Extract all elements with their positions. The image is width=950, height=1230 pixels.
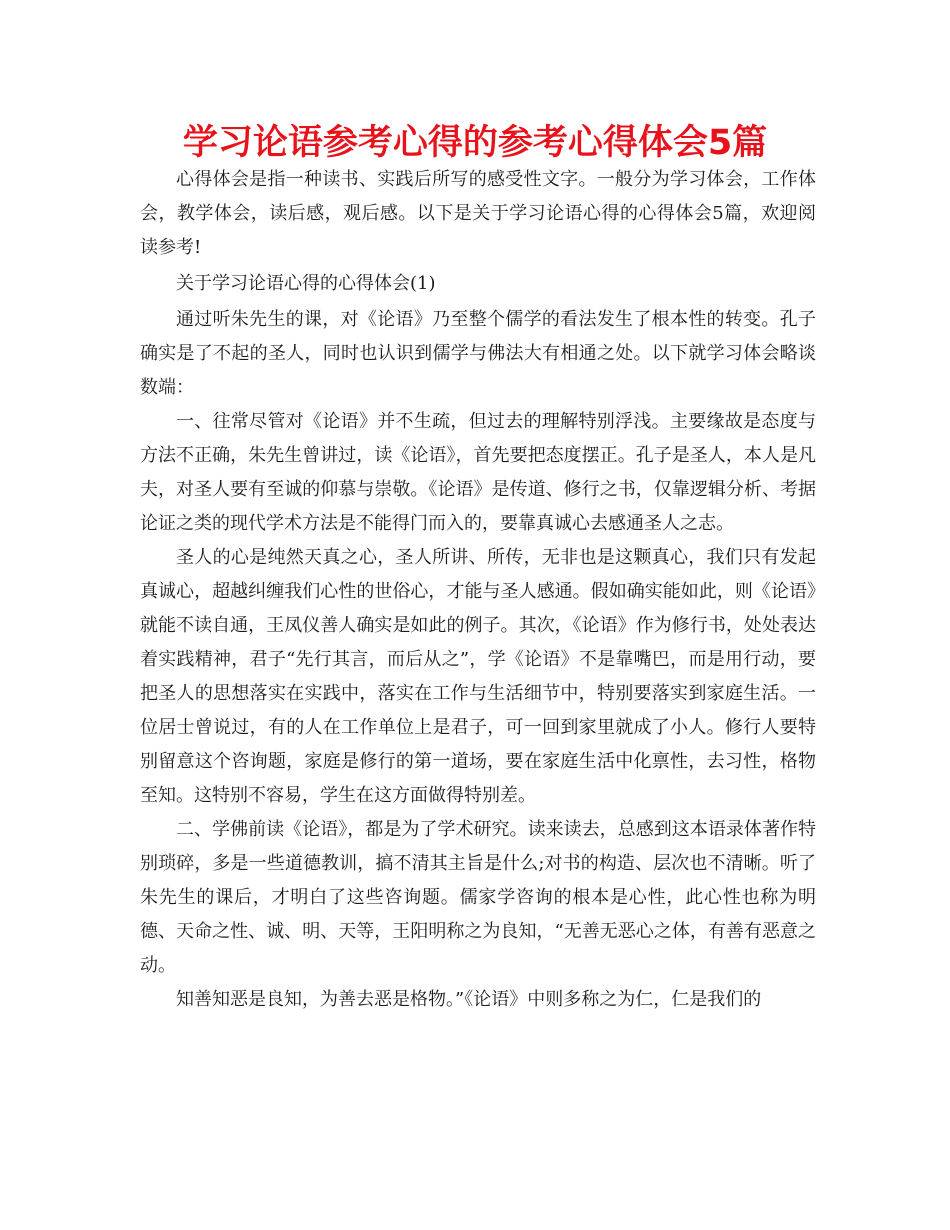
intro-paragraph: 心得体会是指一种读书、实践后所写的感受性文字。一般分为学习体会，工作体会，教学体会，读后感，观后感。以下是关于学习论语心得的心得体会5篇，欢迎阅读参考! [140,169,816,258]
document-body [140,163,816,1017]
document-title: 学习论语参考心得的参考心得体会5篇 [182,123,768,163]
body-paragraph: 通过听朱先生的课，对《论语》乃至整个儒学的看法发生了根本性的转变。孔子确实是了不起的圣人，同时也认识到儒学与佛法大有相通之处。以下就学习体会略谈数端： [140,309,816,398]
body-paragraph: 二、学佛前读《论语》，都是为了学术研究。读来读去，总感到这本语录体著作特别琐碎，多是一些道德教训，搞不清其主旨是什么;对书的构造、层次也不清晰。听了朱先生的课后，才明白了这些咨询题。儒家学咨询的根本是心性，此心性也称为明德、天命之性、诚、明、天等，王阳明称之为良知，“无善无恶心之体，有善有恶意之动。 [140,819,816,976]
body-paragraph: 一、往常尽管对《论语》并不生疏，但过去的理解特别浮浅。主要缘故是态度与方法不正确，朱先生曾讲过，读《论语》，首先要把态度摆正。孔子是圣人，本人是凡夫，对圣人要有至诚的仰慕与崇敬。《论语》是传道、修行之书，仅靠逻辑分析、考据论证之类的现代学术方法是不能得门而入的，要靠真诚心去感通圣人之志。 [140,411,816,534]
section-heading: 关于学习论语心得的心得体会(1) [176,273,436,294]
body-paragraph: 知善知恶是良知，为善去恶是格物。”《论语》中则多称之为仁，仁是我们的 [176,989,762,1010]
body-paragraph: 圣人的心是纯然天真之心，圣人所讲、所传，无非也是这颗真心，我们只有发起真诚心，超越纠缠我们心性的世俗心，才能与圣人感通。假如确实能如此，则《论语》就能不读自通，王凤仪善人确实是如此的例子。其次，《论语》作为修行书，处处表达着实践精神，君子“先行其言，而后从之”，学《论语》不是靠嘴巴，而是用行动，要把圣人的思想落实在实践中，落实在工作与生活细节中，特别要落实到家庭生活。一位居士曾说过，有的人在工作单位上是君子，可一回到家里就成了小人。修行人要特别留意这个咨询题，家庭是修行的第一道场，要在家庭生活中化禀性，去习性，格物至知。这特别不容易，学生在这方面做得特别差。 [140,547,816,806]
